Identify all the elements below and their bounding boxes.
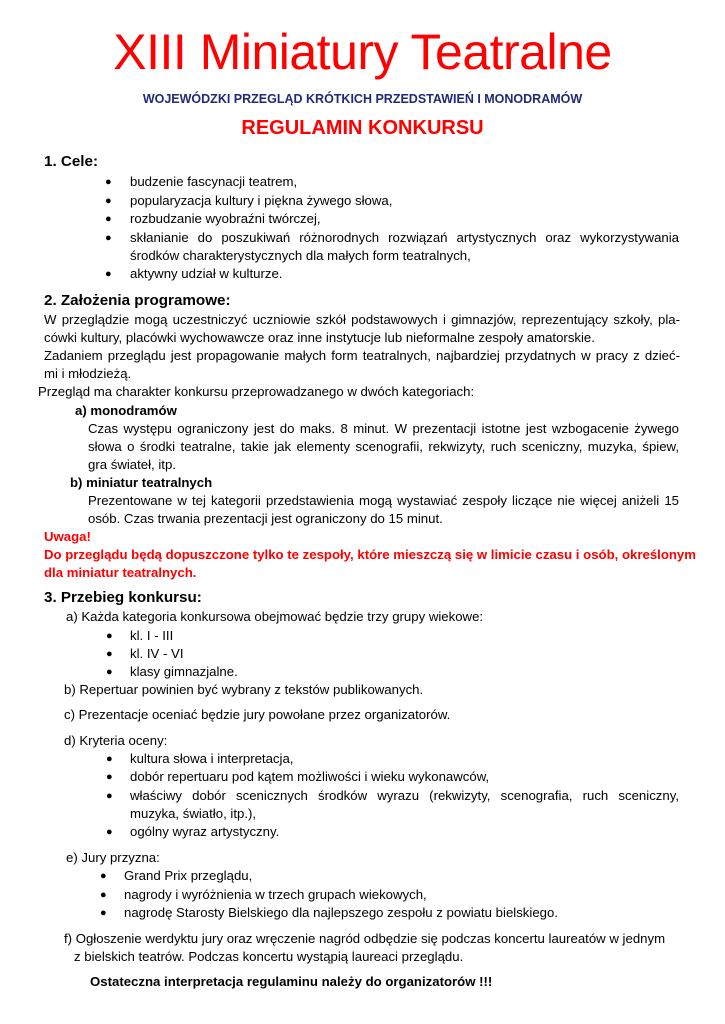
category-a-line: Czas występu ograniczony jest do maks. 8 minut. W prezentacji istotne jest wzbogacenie żywego <box>88 421 679 436</box>
bullet-icon: ● <box>105 268 112 280</box>
award-item: nagrodę Starosty Bielskiego dla najlepszego zespołu z powiatu bielskiego. <box>124 905 558 920</box>
bullet-icon: ● <box>106 648 113 660</box>
bullet-icon: ● <box>105 176 112 188</box>
cele-item: budzenie fascynacji teatrem, <box>130 174 298 189</box>
category-b-label: b) miniatur teatralnych <box>70 475 213 490</box>
cele-item-continued: środków charakterystycznych dla małych form teatralnych, <box>130 248 471 263</box>
regulamin-heading: REGULAMIN KONKURSU <box>241 117 484 139</box>
criteria-item: dobór repertuaru pod kątem możliwości i wieku wykonawców, <box>130 769 490 784</box>
przebieg-d-text: d) Kryteria oceny: <box>64 733 168 748</box>
bullet-icon: ● <box>100 907 107 919</box>
zalozenia-line: cówki kultury, placówki wychowawcze oraz inne instytucje lub nieformalne zespoły amatorskie. <box>44 330 595 345</box>
category-a-line: słowa o środki teatralne, takie jak elementy scenografii, rekwizyty, ruch sceniczny, muzyka, śpiew, <box>88 439 679 454</box>
page-subtitle: WOJEWÓDZKI PRZEGLĄD KRÓTKICH PRZEDSTAWIEŃ I MONODRAMÓW <box>142 92 583 106</box>
bullet-icon: ● <box>106 753 113 765</box>
bullet-icon: ● <box>106 666 113 678</box>
page-title: XIII Miniatury Teatralne <box>113 24 612 80</box>
bullet-icon: ● <box>106 790 113 802</box>
cele-item: aktywny udział w kulturze. <box>130 266 283 281</box>
section-przebieg-heading: 3. Przebieg konkursu: <box>44 589 202 606</box>
uwaga-line: dla miniatur teatralnych. <box>44 565 197 580</box>
criteria-item: ogólny wyraz artystyczny. <box>130 824 280 839</box>
zalozenia-line: W przeglądzie mogą uczestniczyć uczniowie szkół podstawowych i gimnazjów, reprezentujący szkoły, pla- <box>44 312 680 327</box>
przebieg-b-text: b) Repertuar powinien być wybrany z tekstów publikowanych. <box>64 682 424 697</box>
criteria-item: właściwy dobór scenicznych środków wyrazu (rekwizyty, scenografia, ruch sceniczny, <box>130 788 679 803</box>
przebieg-f-line: f) Ogłoszenie werdyktu jury oraz wręczenie nagród odbędzie się podczas koncertu laureatów w jednym <box>64 931 666 946</box>
bullet-icon: ● <box>100 889 107 901</box>
category-b-line: Prezentowane w tej kategorii przedstawienia mogą wystawiać zespoły liczące nie więcej aniżeli 15 <box>88 493 679 508</box>
cele-item: rozbudzanie wyobraźni twórczej, <box>130 211 321 226</box>
przebieg-e-text: e) Jury przyzna: <box>66 850 160 865</box>
zalozenia-line: Zadaniem przeglądu jest propagowanie małych form teatralnych, najbardziej przydatnych w pracy z dzieć- <box>44 348 680 363</box>
award-item: nagrody i wyróżnienia w trzech grupach wiekowych, <box>124 887 427 902</box>
category-a-line: gra świateł, itp. <box>88 457 176 472</box>
criteria-item-continued: muzyka, światło, itp.), <box>130 806 257 821</box>
age-group-item: klasy gimnazjalne. <box>130 664 238 679</box>
cele-item: skłanianie do poszukiwań różnorodnych rozwiązań artystycznych oraz wykorzystywania <box>130 230 679 245</box>
final-note: Ostateczna interpretacja regulaminu należy do organizatorów !!! <box>90 974 493 989</box>
award-item: Grand Prix przeglądu, <box>124 868 253 883</box>
section-cele-heading: 1. Cele: <box>44 153 99 170</box>
cele-item: popularyzacja kultury i piękna żywego słowa, <box>130 193 393 208</box>
category-a-label: a) monodramów <box>75 403 177 418</box>
age-group-item: kl. IV - VI <box>130 646 184 661</box>
bullet-icon: ● <box>105 195 112 207</box>
bullet-icon: ● <box>106 771 113 783</box>
bullet-icon: ● <box>106 826 113 838</box>
section-zalozenia-heading: 2. Założenia programowe: <box>44 292 231 309</box>
zalozenia-line: Przegląd ma charakter konkursu przeprowadzanego w dwóch kategoriach: <box>38 384 475 399</box>
age-group-item: kl. I - III <box>130 628 174 643</box>
bullet-icon: ● <box>106 630 113 642</box>
przebieg-f-line: z bielskich teatrów. Podczas koncertu wystąpią laureaci przeglądu. <box>74 949 464 964</box>
przebieg-a-text: a) Każda kategoria konkursowa obejmować będzie trzy grupy wiekowe: <box>66 609 484 624</box>
category-b-line: osób. Czas trwania prezentacji jest ograniczony do 15 minut. <box>88 511 443 526</box>
przebieg-c-text: c) Prezentacje oceniać będzie jury powołane przez organizatorów. <box>64 707 451 722</box>
bullet-icon: ● <box>100 870 107 882</box>
zalozenia-line: mi i młodzieżą. <box>44 366 132 381</box>
uwaga-label: Uwaga! <box>44 529 91 544</box>
criteria-item: kultura słowa i interpretacja, <box>130 751 294 766</box>
bullet-icon: ● <box>105 213 112 225</box>
uwaga-line: Do przeglądu będą dopuszczone tylko te zespoły, które mieszczą się w limicie czasu i osób, określonym <box>44 547 696 562</box>
bullet-icon: ● <box>105 232 112 244</box>
